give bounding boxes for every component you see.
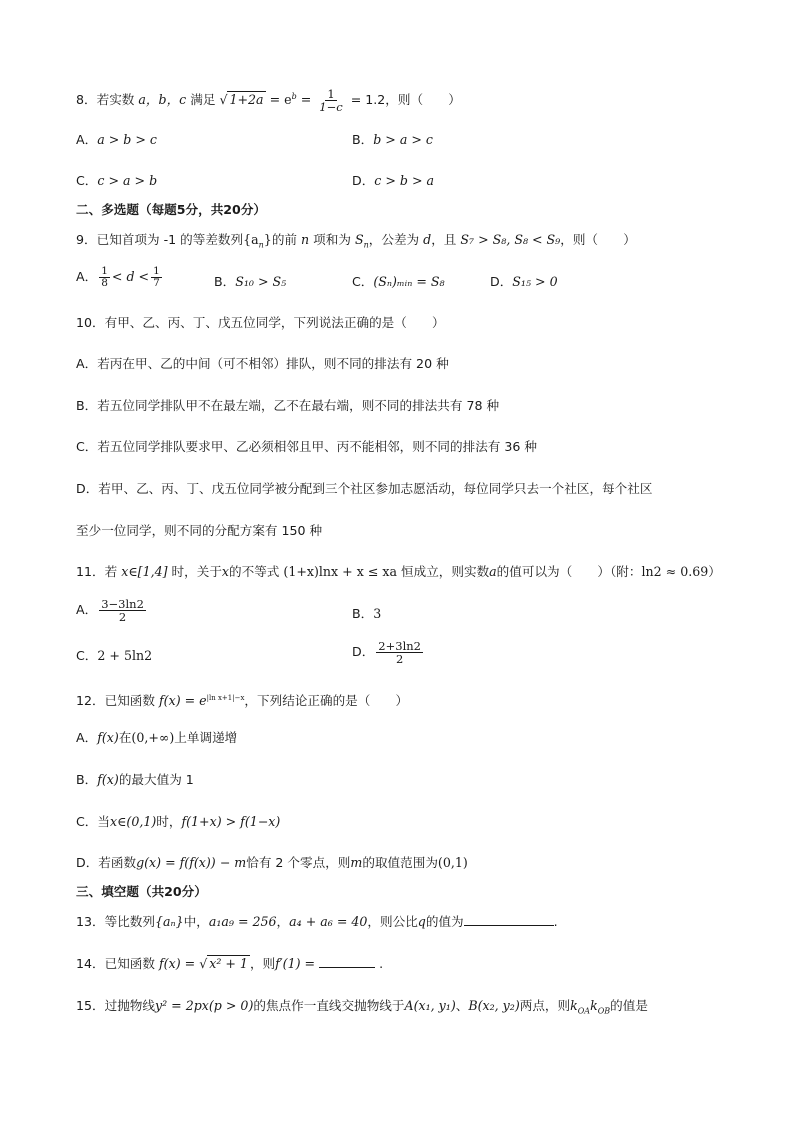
q15-text-2: 的焦点作一直线交抛物线于 [253,998,405,1013]
q15-point-b: B(x₂, y₂) [468,998,520,1013]
q9-text-4: ，公差为 [368,232,420,247]
q8-option-c-label: C． [76,173,98,188]
q8-option-a[interactable] [76,131,157,149]
q8-sqrt-radicand: 1+2a [229,92,264,108]
q8-eq2: = [296,92,312,108]
q11-option-d-num: 2+3ln2 [378,639,421,653]
q9-sum-symbol: S [354,232,364,247]
q12-option-b-label: B． [76,772,98,787]
question-11-stem [76,563,721,581]
question-15-stem [76,997,648,1021]
q15-point-a: A(x₁, y₁) [404,998,456,1013]
q10-option-b[interactable]: B．若五位同学排队甲不在最左端，乙不在最右端，则不同的排法共有 78 种 [76,398,500,413]
q11-option-d-label: D． [352,644,375,660]
q14-text-2: ，则 [249,956,276,971]
q12-option-a-text: 在 [118,730,132,745]
q8-option-a-text: a > b > c [97,132,157,147]
q11-option-b-label: B． [352,606,374,621]
q12-option-a-text-2: 上单调递增 [174,730,238,745]
q12-option-d-g: g(x) = f(f(x)) − m [136,855,247,870]
q13-text-6: . [553,914,558,929]
q12-option-a-f: f(x) [97,730,119,745]
q12-option-d[interactable] [76,854,468,872]
q15-k1: k [570,998,578,1013]
q9-option-b[interactable] [214,273,286,291]
q11-text-4: 恒成立，则实数 [401,564,490,579]
q15-k2-sub: OB [597,1006,611,1016]
q12-option-d-text-2: 的取值范围为 [362,855,438,870]
question-10-stem: 10．有甲、乙、丙、丁、戊五位同学，下列说法正确的是（ ） [76,315,445,330]
q9-seq-sub: n [258,240,264,250]
q11-option-c[interactable] [76,647,152,665]
q11-text-5: 的值可以为（ ）（附： [496,564,642,579]
q11-inequality: (1+x)lnx + x ≤ xa [283,564,397,579]
q9-text-2: 的前 [271,232,297,247]
q15-text-4: 的值是 [610,998,648,1013]
q13-answer-blank[interactable] [464,925,554,926]
q12-option-d-label: D．若函数 [76,855,137,870]
q9-condition: S₇ > S₈, S₈ < S₉ [460,232,561,247]
q11-option-d-den: 2 [395,652,404,667]
q12-option-c-label: C．当 [76,814,110,829]
q12-option-d-m: m [350,855,363,870]
q8-vars: a，b，c [138,92,187,108]
q12-option-d-interval: (0,1) [437,855,468,870]
q9-seq [243,232,272,250]
q9-option-d[interactable] [490,273,558,291]
q8-eq1: = e [269,92,292,108]
q8-eq3: = 1.2，则（ ） [350,92,461,108]
q8-fraction [317,88,344,113]
q14-text-3: . [379,956,384,971]
q14-text-1: 14．已知函数 [76,956,155,971]
q11-option-a-fraction [99,598,146,623]
q8-option-c[interactable] [76,172,157,190]
q9-seq-open: {a [243,232,259,247]
q14-answer-blank[interactable] [319,967,375,968]
q11-text-6: ） [708,564,721,579]
q15-slopes [570,998,611,1016]
q13-text-3: ， [276,914,290,929]
q12-option-b-text: 的最大值为 1 [118,772,194,787]
q13-text-4: ，则公比 [367,914,418,929]
q10-option-d[interactable]: D．若甲、乙、丙、丁、戊五位同学被分配到三个社区参加志愿活动，每位同学只去一个社区，每个社区 [76,481,653,496]
q9-frac-1-num: 1 [101,265,108,277]
q15-parabola: y² = 2px(p > 0) [155,998,254,1013]
q11-x: x [221,564,230,579]
q9-option-b-label: B． [214,274,236,289]
q8-option-c-text: c > a > b [97,173,158,188]
q9-option-a-label: A． [76,269,98,285]
q13-text-5: 的值为 [425,914,464,929]
q13-text-2: 中， [183,914,209,929]
q13-q: q [417,914,426,929]
q9-seq-close: } [263,232,272,247]
q12-option-c-text: 时， [156,814,182,829]
question-14-stem [76,955,383,973]
section-3-heading: 三、填空题（共20分） [76,884,207,899]
q8-option-d-label: D． [352,173,375,188]
q11-option-d[interactable] [352,640,425,665]
q10-option-d-cont: 至少一位同学，则不同的分配方案有 150 种 [76,523,323,538]
q8-sqrt: √ 1+2a [219,92,264,108]
q11-option-b-text: 3 [373,606,382,621]
q11-text-1: 11．若 [76,564,118,579]
q11-option-a[interactable] [76,598,148,623]
question-13-stem [76,913,558,931]
q9-text-1: 9．已知首项为 -1 的等差数列 [76,232,244,247]
q12-option-c-inequality: f(1+x) > f(1−x) [181,814,281,829]
question-8-stem [76,88,461,113]
q14-derivative: f′(1) = [275,956,316,971]
q15-text-1: 15．过抛物线 [76,998,155,1013]
q8-frac-num: 1 [327,87,335,102]
question-12-stem [76,689,408,710]
q11-condition: x∈[1,4] [121,564,168,579]
q11-option-a-label: A． [76,602,98,618]
q8-text: 满足 [190,92,216,108]
q15-k2: k [590,998,598,1013]
q11-option-c-label: C． [76,648,98,663]
q9-frac-2-den: 7 [153,277,160,290]
q11-option-a-num: 3−3ln2 [101,597,144,611]
question-9-stem [76,231,636,255]
q13-text-1: 13．等比数列 [76,914,155,929]
q9-frac-1-den: 8 [101,277,108,290]
q14-function: f(x) = [159,956,196,971]
q12-option-b-f: f(x) [97,772,119,787]
q15-separator: 、 [455,998,469,1013]
q11-text-2: 时，关于 [171,564,222,579]
q14-radicand: x² + 1 [209,956,248,971]
q10-option-a[interactable]: A．若丙在甲、乙的中间（可不相邻）排队，则不同的排法有 20 种 [76,356,449,371]
q9-sum [354,232,369,250]
q13-sequence: {aₙ} [155,914,184,929]
q13-condition-1: a₁a₉ = 256 [208,914,277,929]
q8-exp: b [291,92,297,101]
q12-option-a-interval: (0,+∞) [131,730,175,745]
q9-option-b-text: S₁₀ > S₅ [235,274,287,289]
q12-option-a[interactable] [76,729,237,747]
q8-option-d[interactable] [352,172,434,190]
q11-option-b[interactable] [352,605,381,623]
q11-text-3: 的不等式 [229,564,280,579]
q9-option-d-text: S₁₅ > 0 [512,274,558,289]
q9-text-3: 项和为 [313,232,351,247]
q8-option-d-text: c > b > a [374,173,435,188]
q12-option-b[interactable] [76,771,194,789]
q14-sqrt: √ x² + 1 [199,956,248,971]
q12-text-2: ，下列结论正确的是（ ） [244,693,409,709]
q12-option-d-text: 恰有 2 个零点，则 [246,855,351,870]
q9-d: d [423,232,432,247]
q9-frac-2-num: 1 [153,265,160,277]
q9-frac-1 [99,266,110,289]
q11-a: a [489,564,497,579]
q9-option-a[interactable] [76,266,164,289]
q8-frac-den: 1−c [319,100,343,115]
q12-option-c[interactable] [76,813,280,831]
q9-frac-2 [151,266,162,289]
q12-option-a-label: A． [76,730,98,745]
q12-text-1: 12．已知函数 [76,693,155,709]
section-2-heading: 二、多选题（每题5分，共20分） [76,202,267,217]
q9-option-a-mid: < d < [111,269,150,285]
q12-option-c-interval: x∈(0,1) [109,814,157,829]
q8-option-b-label: B． [352,132,374,147]
q12-exponent: |ln x+1|−x [206,694,245,702]
q9-option-c-label: C． [352,274,374,289]
q11-note: ln2 ≈ 0.69 [641,564,709,579]
q8-option-b[interactable] [352,131,433,149]
q11-option-a-den: 2 [118,610,127,625]
q11-option-d-fraction [376,640,423,665]
q9-option-c-text: (Sₙ)ₘᵢₙ = S₈ [373,274,445,289]
q8-option-b-text: b > a > c [373,132,433,147]
q15-text-3: 两点，则 [519,998,571,1013]
q9-option-c[interactable] [352,273,445,291]
q9-option-d-label: D． [490,274,513,289]
q9-n: n [301,232,310,247]
q12-function: f(x) = e [159,693,207,709]
q9-sum-sub: n [363,240,369,250]
q9-text-6: ，则（ ） [560,232,636,247]
q13-condition-2: a₄ + a₆ = 40 [289,914,368,929]
q11-option-c-text: 2 + 5ln2 [97,648,153,663]
q15-k1-sub: OA [577,1006,591,1016]
q8-option-a-label: A． [76,132,98,147]
q9-text-5: ，且 [431,232,457,247]
q10-option-c[interactable]: C．若五位同学排队要求甲、乙必须相邻且甲、丙不能相邻，则不同的排法有 36 种 [76,439,538,454]
q8-prefix: 8．若实数 [76,92,135,108]
